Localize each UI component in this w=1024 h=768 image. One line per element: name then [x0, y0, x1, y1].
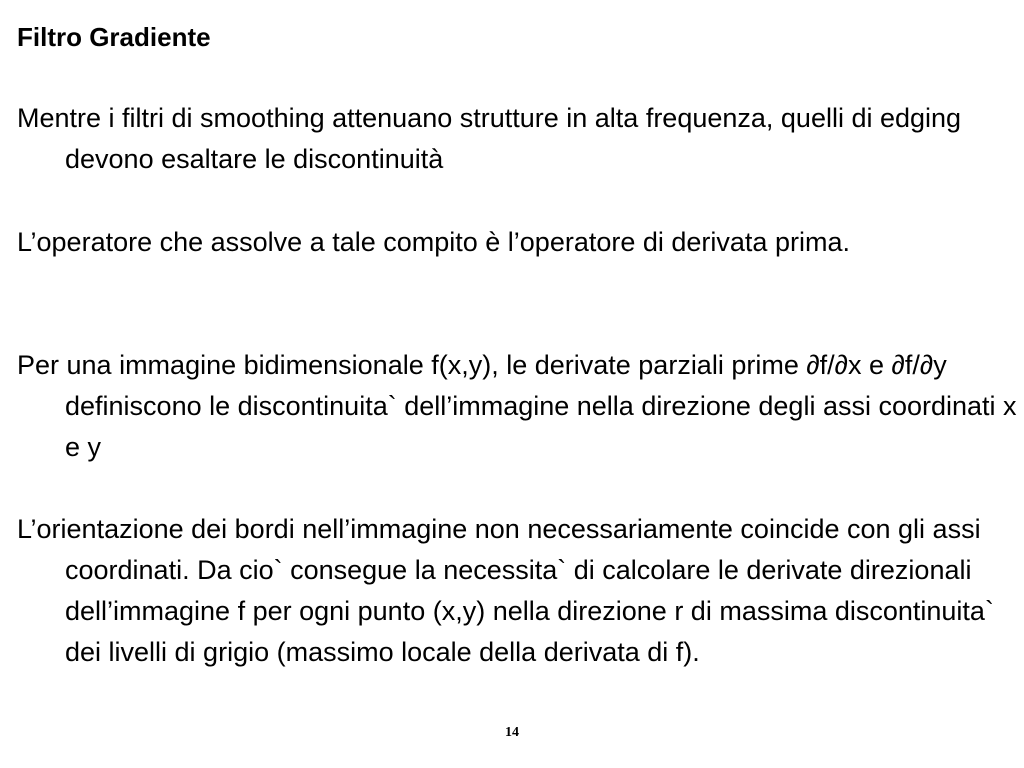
page-number: 14: [505, 725, 519, 740]
paragraph-smoothing-vs-edging: Mentre i filtri di smoothing attenuano strutture in alta frequenza, quelli di edging devono esaltare le discontinuità: [17, 103, 962, 174]
paragraph-partial-derivatives: Per una immagine bidimensionale f(x,y), le derivate parziali prime ∂f/∂x e ∂f/∂y definiscono le discontinuita` dell’immagine nella direzione degli assi coordinati x e y: [17, 350, 1017, 462]
slide-title: Filtro Gradiente: [17, 22, 211, 52]
paragraph-derivative-operator: L’operatore che assolve a tale compito è l’operatore di derivata prima.: [17, 227, 850, 257]
paragraph-edge-orientation: L’orientazione dei bordi nell’immagine non necessariamente coincide con gli assi coordinati. Da cio` consegue la necessita` di calcolare le derivate direzionali dell’immagine f per ogni punto (x,y) nella direzione r di massima discontinuita` dei livelli di grigio (massimo locale della derivata di f).: [17, 514, 994, 667]
